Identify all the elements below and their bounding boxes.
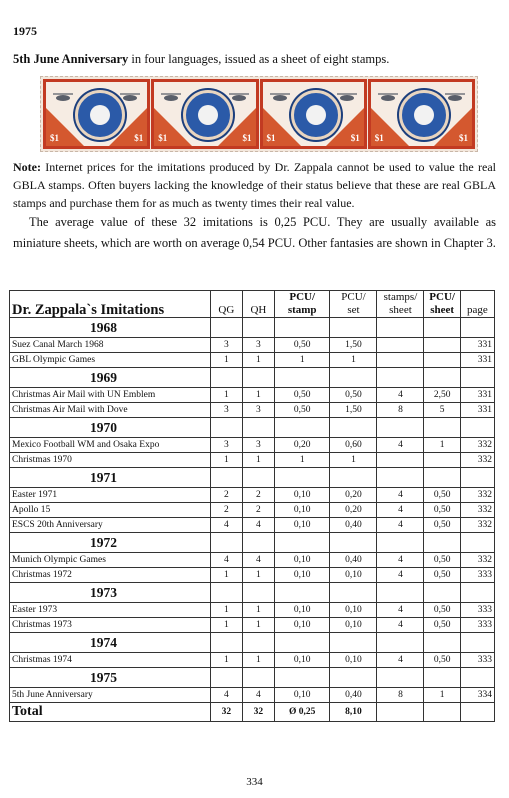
header-title: Dr. Zappala`s Imitations [10, 291, 211, 318]
table-row [10, 488, 495, 503]
empty-cell [377, 583, 424, 603]
header-page: page [460, 291, 494, 318]
table-row [10, 518, 495, 533]
header-stamps-sheet-line1: stamps/ [383, 291, 418, 303]
table-row [10, 688, 495, 703]
cell-qg: 1 [210, 618, 242, 633]
cell-qh: 1 [242, 618, 274, 633]
cell-stamps-sheet: 4 [377, 553, 424, 568]
year-row [10, 368, 495, 388]
issue-name: Suez Canal March 1968 [10, 338, 211, 353]
cell-pcu-stamp: 1 [274, 453, 330, 468]
issue-name: Mexico Football WM and Osaka Expo [10, 438, 211, 453]
empty-cell [460, 583, 494, 603]
cell-pcu-set: 1 [330, 453, 377, 468]
cell-pcu-sheet: 5 [424, 403, 460, 418]
empty-cell [242, 633, 274, 653]
empty-cell [274, 468, 330, 488]
cell-pcu-stamp: 0,10 [274, 488, 330, 503]
empty-cell [210, 583, 242, 603]
intro-line [13, 52, 389, 67]
empty-cell [377, 468, 424, 488]
cell-qg: 3 [210, 403, 242, 418]
empty-cell [330, 668, 377, 688]
cell-pcu-set: 0,10 [330, 618, 377, 633]
year-row [10, 583, 495, 603]
header-pcu-stamp [274, 291, 330, 318]
empty-cell [424, 418, 460, 438]
cell-pcu-set: 0,40 [330, 553, 377, 568]
cell-page: 333 [460, 603, 494, 618]
empty-cell [460, 418, 494, 438]
cell-qh: 4 [242, 553, 274, 568]
empty-cell [242, 533, 274, 553]
helicopter-icon [160, 92, 182, 102]
empty-cell [460, 533, 494, 553]
total-pcu-stamp: Ø 0,25 [274, 703, 330, 722]
cell-pcu-set: 0,20 [330, 488, 377, 503]
cell-qg: 1 [210, 568, 242, 583]
cell-pcu-set: 0,40 [330, 518, 377, 533]
issue-name: Apollo 15 [10, 503, 211, 518]
cell-qh: 4 [242, 688, 274, 703]
cell-pcu-stamp: 0,10 [274, 653, 330, 668]
empty-cell [242, 318, 274, 338]
helicopter-icon [336, 92, 358, 102]
cell-pcu-set: 1,50 [330, 338, 377, 353]
table-row [10, 338, 495, 353]
issue-name: Munich Olympic Games [10, 553, 211, 568]
header-pcu-stamp-line2: stamp [287, 304, 317, 316]
empty-cell [460, 668, 494, 688]
year-row [10, 418, 495, 438]
cell-qg: 4 [210, 518, 242, 533]
cell-stamps-sheet: 4 [377, 438, 424, 453]
empty-cell [377, 533, 424, 553]
cell-qh: 1 [242, 388, 274, 403]
cell-pcu-stamp: 1 [274, 353, 330, 368]
empty-cell [330, 418, 377, 438]
cell-qh: 4 [242, 518, 274, 533]
stamp-denomination: $1 [459, 133, 468, 143]
issue-name: Easter 1971 [10, 488, 211, 503]
stamp-denomination: $1 [242, 133, 252, 143]
empty-cell [210, 368, 242, 388]
year-label: 1973 [10, 583, 211, 603]
cell-stamps-sheet: 4 [377, 388, 424, 403]
issue-name: Christmas 1972 [10, 568, 211, 583]
cell-pcu-set: 0,50 [330, 388, 377, 403]
cell-pcu-sheet: 0,50 [424, 488, 460, 503]
cell-qg: 4 [210, 553, 242, 568]
cell-pcu-set: 0,10 [330, 653, 377, 668]
empty-cell [377, 318, 424, 338]
empty-cell [460, 633, 494, 653]
note-text: Internet prices for the imitations produced by Dr. Zappala cannot be used to value the real GBLA stamps. Often buyers lacking the knowledge of their status believe that these are real GBLA stamps and purchase them for as much as twenty times their real value. [13, 160, 496, 210]
header-stamps-sheet [377, 291, 424, 318]
helicopter-icon [444, 92, 466, 102]
empty-cell [210, 633, 242, 653]
cell-qg: 1 [210, 388, 242, 403]
empty-cell [210, 533, 242, 553]
helicopter-icon [52, 92, 74, 102]
stamp [151, 79, 258, 149]
cell-qh: 1 [242, 603, 274, 618]
stamp-denomination: $1 [350, 133, 360, 143]
cell-qh: 2 [242, 503, 274, 518]
cell-pcu-sheet: 1 [424, 438, 460, 453]
year-label: 1975 [10, 668, 211, 688]
empty-cell [424, 318, 460, 338]
empty-cell [210, 318, 242, 338]
table-row [10, 653, 495, 668]
stamp-sheet-image [40, 76, 478, 152]
cell-page: 332 [460, 518, 494, 533]
year-row [10, 318, 495, 338]
cell-pcu-set: 0,40 [330, 688, 377, 703]
header-pcu-set-line2: set [347, 304, 360, 316]
cell-pcu-sheet: 0,50 [424, 653, 460, 668]
table-row [10, 568, 495, 583]
cell-pcu-set: 1 [330, 353, 377, 368]
emblem-seal-icon [183, 90, 233, 140]
empty-cell [210, 418, 242, 438]
table-row [10, 438, 495, 453]
table-row [10, 553, 495, 568]
cell-stamps-sheet: 4 [377, 518, 424, 533]
cell-pcu-sheet: 2,50 [424, 388, 460, 403]
table-row [10, 603, 495, 618]
total-qh: 32 [242, 703, 274, 722]
cell-qh: 1 [242, 568, 274, 583]
empty-cell [274, 583, 330, 603]
cell-page: 333 [460, 618, 494, 633]
cell-stamps-sheet: 4 [377, 603, 424, 618]
cell-pcu-set: 0,20 [330, 503, 377, 518]
helicopter-icon [228, 92, 250, 102]
cell-pcu-sheet [424, 453, 460, 468]
empty-cell [330, 633, 377, 653]
page-number: 334 [246, 776, 263, 788]
empty-cell [460, 703, 494, 722]
year-row [10, 668, 495, 688]
total-label: Total [10, 703, 211, 722]
empty-cell [210, 468, 242, 488]
empty-cell [242, 418, 274, 438]
cell-pcu-set: 0,10 [330, 603, 377, 618]
cell-pcu-set: 0,60 [330, 438, 377, 453]
header-pcu-sheet [424, 291, 460, 318]
issue-name: Christmas 1974 [10, 653, 211, 668]
cell-pcu-stamp: 0,50 [274, 338, 330, 353]
empty-cell [460, 368, 494, 388]
stamp [43, 79, 150, 149]
cell-qg: 2 [210, 488, 242, 503]
cell-pcu-stamp: 0,10 [274, 688, 330, 703]
header-stamps-sheet-line2: sheet [389, 304, 412, 316]
cell-qg: 1 [210, 653, 242, 668]
year-label: 1970 [10, 418, 211, 438]
cell-pcu-stamp: 0,10 [274, 553, 330, 568]
empty-cell [330, 318, 377, 338]
issue-name: Christmas Air Mail with UN Emblem [10, 388, 211, 403]
cell-qg: 2 [210, 503, 242, 518]
issue-name: Easter 1973 [10, 603, 211, 618]
cell-page: 332 [460, 503, 494, 518]
empty-cell [330, 368, 377, 388]
cell-pcu-sheet: 0,50 [424, 518, 460, 533]
cell-page: 332 [460, 553, 494, 568]
issue-name: ESCS 20th Anniversary [10, 518, 211, 533]
empty-cell [377, 703, 424, 722]
cell-stamps-sheet: 8 [377, 403, 424, 418]
helicopter-icon [119, 92, 141, 102]
average-value-paragraph: The average value of these 32 imitations is 0,25 PCU. They are usually available as miniature sheets, which are worth on average 0,54 PCU. Other fantasies are shown in Chapter 3. [13, 215, 496, 250]
issue-name: Christmas Air Mail with Dove [10, 403, 211, 418]
cell-qg: 1 [210, 353, 242, 368]
cell-pcu-sheet: 0,50 [424, 618, 460, 633]
issue-name: Christmas 1973 [10, 618, 211, 633]
cell-pcu-stamp: 0,10 [274, 568, 330, 583]
empty-cell [242, 668, 274, 688]
empty-cell [210, 668, 242, 688]
intro-text: in four languages, issued as a sheet of eight stamps. [128, 52, 390, 66]
cell-page: 333 [460, 653, 494, 668]
cell-qg: 4 [210, 688, 242, 703]
table-row [10, 388, 495, 403]
cell-qg: 1 [210, 453, 242, 468]
header-qh: QH [242, 291, 274, 318]
year-label: 1968 [10, 318, 211, 338]
table-row [10, 453, 495, 468]
header-pcu-sheet-line2: sheet [430, 304, 455, 316]
empty-cell [460, 468, 494, 488]
table-row [10, 403, 495, 418]
cell-stamps-sheet [377, 353, 424, 368]
empty-cell [424, 533, 460, 553]
empty-cell [424, 368, 460, 388]
year-row [10, 633, 495, 653]
header-pcu-stamp-line1: PCU/ [289, 291, 316, 303]
section-year-heading: 1975 [13, 24, 37, 38]
cell-qg: 1 [210, 603, 242, 618]
empty-cell [424, 668, 460, 688]
cell-pcu-sheet: 0,50 [424, 503, 460, 518]
issue-name: GBL Olympic Games [10, 353, 211, 368]
cell-pcu-stamp: 0,10 [274, 503, 330, 518]
table-row [10, 503, 495, 518]
table-header-row [10, 291, 495, 318]
cell-page: 331 [460, 388, 494, 403]
cell-stamps-sheet: 8 [377, 688, 424, 703]
cell-stamps-sheet [377, 338, 424, 353]
cell-page: 332 [460, 453, 494, 468]
stamp [368, 79, 475, 149]
stamp-denomination: $1 [158, 133, 168, 143]
stamp-denomination: $1 [266, 133, 276, 143]
header-pcu-sheet-line1: PCU/ [429, 291, 455, 303]
empty-cell [274, 668, 330, 688]
empty-cell [330, 468, 377, 488]
cell-page: 332 [460, 438, 494, 453]
cell-stamps-sheet [377, 453, 424, 468]
empty-cell [274, 533, 330, 553]
cell-pcu-stamp: 0,10 [274, 618, 330, 633]
cell-page: 331 [460, 353, 494, 368]
cell-page: 331 [460, 403, 494, 418]
empty-cell [377, 368, 424, 388]
stamp [260, 79, 367, 149]
header-pcu-set-line1: PCU/ [341, 291, 366, 303]
cell-pcu-sheet: 0,50 [424, 568, 460, 583]
cell-qg: 3 [210, 338, 242, 353]
year-label: 1969 [10, 368, 211, 388]
cell-stamps-sheet: 4 [377, 488, 424, 503]
year-row [10, 533, 495, 553]
stamp-denomination: $1 [374, 133, 384, 143]
note-paragraph [13, 158, 496, 212]
cell-stamps-sheet: 4 [377, 568, 424, 583]
issue-name: Christmas 1970 [10, 453, 211, 468]
empty-cell [242, 468, 274, 488]
empty-cell [242, 368, 274, 388]
cell-qh: 3 [242, 403, 274, 418]
helicopter-icon [377, 92, 399, 102]
cell-qh: 3 [242, 438, 274, 453]
emblem-seal-icon [291, 90, 341, 140]
empty-cell [330, 583, 377, 603]
issue-name: 5th June Anniversary [10, 688, 211, 703]
note-label: Note: [13, 160, 41, 174]
cell-pcu-stamp: 0,50 [274, 403, 330, 418]
cell-pcu-stamp: 0,20 [274, 438, 330, 453]
cell-qh: 1 [242, 353, 274, 368]
cell-qg: 3 [210, 438, 242, 453]
imitations-table [9, 290, 495, 722]
empty-cell [330, 533, 377, 553]
cell-page: 333 [460, 568, 494, 583]
cell-pcu-stamp: 0,10 [274, 518, 330, 533]
table-row [10, 353, 495, 368]
year-label: 1971 [10, 468, 211, 488]
cell-stamps-sheet: 4 [377, 618, 424, 633]
total-qg: 32 [210, 703, 242, 722]
empty-cell [424, 703, 460, 722]
empty-cell [377, 418, 424, 438]
emblem-seal-icon [75, 90, 125, 140]
empty-cell [377, 668, 424, 688]
empty-cell [242, 583, 274, 603]
empty-cell [424, 468, 460, 488]
cell-pcu-set: 1,50 [330, 403, 377, 418]
cell-qh: 3 [242, 338, 274, 353]
table-row [10, 618, 495, 633]
stamp-denomination: $1 [134, 133, 144, 143]
cell-stamps-sheet: 4 [377, 503, 424, 518]
empty-cell [274, 318, 330, 338]
cell-pcu-stamp: 0,10 [274, 603, 330, 618]
cell-page: 332 [460, 488, 494, 503]
year-label: 1974 [10, 633, 211, 653]
empty-cell [377, 633, 424, 653]
cell-pcu-sheet: 0,50 [424, 553, 460, 568]
cell-pcu-sheet: 1 [424, 688, 460, 703]
cell-pcu-stamp: 0,50 [274, 388, 330, 403]
cell-qh: 1 [242, 653, 274, 668]
helicopter-icon [269, 92, 291, 102]
empty-cell [274, 633, 330, 653]
header-pcu-set [330, 291, 377, 318]
empty-cell [424, 583, 460, 603]
cell-page: 334 [460, 688, 494, 703]
cell-pcu-sheet: 0,50 [424, 603, 460, 618]
intro-title: 5th June Anniversary [13, 52, 129, 66]
empty-cell [274, 368, 330, 388]
empty-cell [274, 418, 330, 438]
cell-pcu-set: 0,10 [330, 568, 377, 583]
empty-cell [424, 633, 460, 653]
total-pcu-set: 8,10 [330, 703, 377, 722]
year-label: 1972 [10, 533, 211, 553]
cell-qh: 2 [242, 488, 274, 503]
empty-cell [460, 318, 494, 338]
cell-stamps-sheet: 4 [377, 653, 424, 668]
cell-qh: 1 [242, 453, 274, 468]
year-row [10, 468, 495, 488]
header-qg: QG [210, 291, 242, 318]
cell-page: 331 [460, 338, 494, 353]
cell-pcu-sheet [424, 353, 460, 368]
cell-pcu-sheet [424, 338, 460, 353]
stamp-denomination: $1 [50, 133, 59, 143]
total-row [10, 703, 495, 722]
